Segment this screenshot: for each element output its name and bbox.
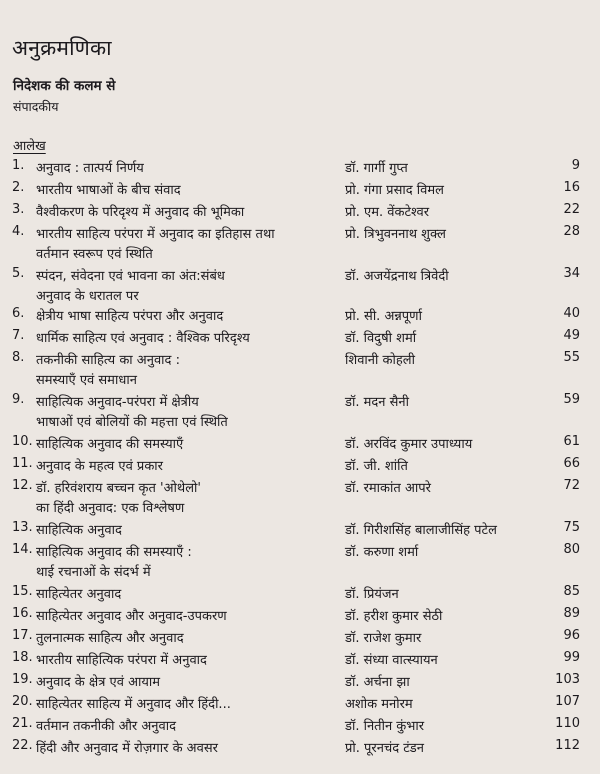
entry-number: 6. [12,306,25,321]
entry-page-number: 59 [563,392,580,407]
entry-page-number: 110 [555,716,580,731]
entry-title: स्पंदन, संवेदना एवं भावना का अंत:संबंध [36,269,225,284]
entry-author: डॉ. संध्या वात्स्यायन [345,653,438,668]
entry-page-number: 99 [563,650,580,665]
entry-author: डॉ. अर्चना झा [345,675,410,690]
entry-number: 17. [12,628,33,643]
entry-page-number: 22 [563,202,580,217]
entry-author: डॉ. हरीश कुमार सेठी [345,609,443,624]
entry-page-number: 16 [563,180,580,195]
entry-title: हिंदी और अनुवाद में रोज़गार के अवसर [36,741,218,756]
entry-title: अनुवाद : तात्पर्य निर्णय [36,161,144,176]
entry-title: का हिंदी अनुवाद: एक विश्लेषण [36,501,185,516]
entry-author: डॉ. करुणा शर्मा [345,545,419,560]
entry-page-number: 55 [563,350,580,365]
entry-author: प्रो. पूरनचंद टंडन [345,741,424,756]
toc-entry [0,478,600,514]
entry-page-number: 80 [563,542,580,557]
toc-entry [0,738,600,774]
toc-entry [0,392,600,428]
entry-title: साहित्येतर अनुवाद [36,587,122,602]
entry-number: 22. [12,738,33,753]
entry-author: प्रो. एम. वेंकटेश्वर [345,205,430,220]
toc-entry [0,224,600,260]
entry-number: 3. [12,202,25,217]
entry-number: 2. [12,180,25,195]
entry-author: प्रो. सी. अन्नपूर्णा [345,309,422,324]
page-title: अनुक्रमणिका [12,36,112,60]
entry-author: डॉ. प्रियंजन [345,587,399,602]
entry-author: शिवानी कोहली [345,353,415,368]
entry-number: 16. [12,606,33,621]
entry-title: वर्तमान स्वरूप एवं स्थिति [36,247,153,262]
entry-title: अनुवाद के धरातल पर [36,289,139,304]
entry-title: साहित्यिक अनुवाद की समस्याएँ [36,437,184,452]
entry-title: भारतीय भाषाओं के बीच संवाद [36,183,181,198]
entry-title: साहित्यिक अनुवाद-परंपरा में क्षेत्रीय [36,395,199,410]
entry-title: धार्मिक साहित्य एवं अनुवाद : वैश्विक परिदृश्य [36,331,250,346]
entry-title: साहित्यिक अनुवाद [36,523,122,538]
entry-title: तुलनात्मक साहित्य और अनुवाद [36,631,184,646]
entry-title: डॉ. हरिवंशराय बच्चन कृत 'ओथेलो' [36,481,201,496]
entry-number: 18. [12,650,33,665]
entry-title: साहित्येतर अनुवाद और अनुवाद-उपकरण [36,609,227,624]
entry-page-number: 107 [555,694,580,709]
entry-title: वर्तमान तकनीकी और अनुवाद [36,719,176,734]
entry-title: अनुवाद के क्षेत्र एवं आयाम [36,675,161,690]
entry-number: 14. [12,542,33,557]
entry-author: डॉ. अजयेंद्रनाथ त्रिवेदी [345,269,449,284]
entry-number: 13. [12,520,33,535]
entry-page-number: 34 [563,266,580,281]
entry-title: भारतीय साहित्यिक परंपरा में अनुवाद [36,653,207,668]
entry-title: साहित्येतर साहित्य में अनुवाद और हिंदी... [36,697,231,712]
entry-title: तकनीकी साहित्य का अनुवाद : [36,353,180,368]
entry-page-number: 75 [563,520,580,535]
entry-author: डॉ. अरविंद कुमार उपाध्याय [345,437,473,452]
entry-author: डॉ. रमाकांत आपरे [345,481,431,496]
toc-entry [0,542,600,578]
entry-number: 9. [12,392,25,407]
entry-title: क्षेत्रीय भाषा साहित्य परंपरा और अनुवाद [36,309,224,324]
toc-entry [0,350,600,386]
front-matter-item: निदेशक की कलम से [13,78,116,94]
entry-number: 12. [12,478,33,493]
entry-author: डॉ. नितीन कुंभार [345,719,425,734]
entry-author: अशोक मनोरम [345,697,413,712]
entry-page-number: 89 [563,606,580,621]
toc-entry [0,266,600,302]
entry-title: थाई रचनाओं के संदर्भ में [36,565,151,580]
front-matter-item: संपादकीय [13,99,59,114]
entry-page-number: 49 [563,328,580,343]
entry-number: 4. [12,224,25,239]
entry-number: 19. [12,672,33,687]
entry-number: 21. [12,716,33,731]
entry-number: 15. [12,584,33,599]
entry-number: 20. [12,694,33,709]
entry-title: अनुवाद के महत्व एवं प्रकार [36,459,163,474]
entry-author: डॉ. विदुषी शर्मा [345,331,417,346]
entry-page-number: 72 [563,478,580,493]
entry-page-number: 40 [563,306,580,321]
entry-number: 8. [12,350,25,365]
entry-title: साहित्यिक अनुवाद की समस्याएँ : [36,545,192,560]
entry-page-number: 112 [555,738,580,753]
entry-page-number: 28 [563,224,580,239]
entry-author: प्रो. गंगा प्रसाद विमल [345,183,444,198]
entry-author: डॉ. गिरीशसिंह बालाजीसिंह पटेल [345,523,497,538]
entry-author: डॉ. गार्गी गुप्त [345,161,408,176]
entry-number: 10. [12,434,33,449]
entry-title: भाषाओं एवं बोलियों की महत्ता एवं स्थिति [36,415,228,430]
section-heading: आलेख [13,139,46,154]
entry-number: 7. [12,328,25,343]
entry-title: भारतीय साहित्य परंपरा में अनुवाद का इतिहास तथा [36,227,275,242]
entry-number: 11. [12,456,33,471]
entry-number: 1. [12,158,25,173]
entry-number: 5. [12,266,25,281]
entry-page-number: 103 [555,672,580,687]
entry-page-number: 61 [563,434,580,449]
entry-title: समस्याएँ एवं समाधान [36,373,137,388]
entry-author: डॉ. राजेश कुमार [345,631,422,646]
entry-author: डॉ. मदन सैनी [345,395,409,410]
entry-page-number: 66 [563,456,580,471]
entry-page-number: 96 [563,628,580,643]
entry-title: वैश्वीकरण के परिदृश्य में अनुवाद की भूमिका [36,205,245,220]
entry-page-number: 85 [563,584,580,599]
entry-author: डॉ. जी. शांति [345,459,408,474]
entry-author: प्रो. त्रिभुवननाथ शुक्ल [345,227,446,242]
entry-page-number: 9 [571,158,580,173]
